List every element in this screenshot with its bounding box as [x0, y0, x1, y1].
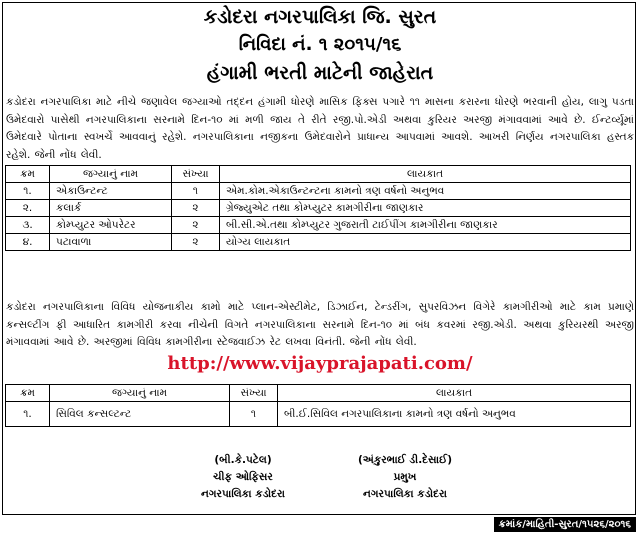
- signatory-name: (અંકુરભાઈ ડી.દેસાઈ): [357, 454, 453, 466]
- signature-chief-officer: [168, 452, 318, 503]
- table-row: [6, 217, 631, 234]
- table-row: [6, 200, 631, 217]
- cell-serial: ૨.: [6, 200, 50, 217]
- cell-count: ૧: [172, 183, 220, 200]
- cell-count: ૨: [172, 234, 220, 251]
- table-row: [6, 183, 631, 200]
- col-header-qualification: લાયકાત: [220, 166, 631, 183]
- cell-serial: ૧.: [6, 402, 50, 427]
- cell-serial: ૩.: [6, 217, 50, 234]
- cell-post: એકાઉન્ટન્ટ: [50, 183, 172, 200]
- cell-qualification: યોગ્ય લાયકાત: [220, 234, 631, 251]
- table-header-row: [6, 166, 631, 183]
- cell-qualification: બી.ઈ.સિવિલ નગરપાલિકાના કામનો ત્રણ વર્ષનો અનુભવ: [278, 402, 631, 427]
- intro-paragraph: કડોદરા નગરપાલિકા માટે નીચે જણાવેલ જગ્યાઓ તદ્દન હંગામી ધોરણે માસિક ફિક્સ પગારે ૧૧ માસના કરારના ધોરણે ભરવાની હોય, લાગુ પડતા ઉમેદવારો પાસેથી નગરપાલિકાના સરનામે દિન-૧૦ માં મળી જાય તે રીતે રજી.પો.એડી અથવા કુરિયર અરજી મંગાવવામાં આવે છે. ઈન્ટર્વ્યૂમાં ઉમેદવારે પોતાના સ્વખર્ચે આવવાનું રહેશે. નગરપાલિકાના નજીકના ઉમેદવારોને પ્રાધાન્ય આપવામાં આવશે. આખરી નિર્ણય નગરપાલિકા હસ્તક રહેશે. જેની નોંધ લેવી.: [6, 96, 634, 161]
- website-url: http://www.vijayprajapati.com/: [167, 353, 473, 374]
- col-header-post: જગ્યાનું નામ: [50, 166, 172, 183]
- col-header-count: સંખ્યા: [230, 385, 278, 402]
- cell-count: ૨: [172, 217, 220, 234]
- col-header-post: જગ્યાનું નામ: [50, 385, 230, 402]
- cell-post: સિવિલ કન્સલ્ટન્ટ: [50, 402, 230, 427]
- cell-post: કલાર્ક: [50, 200, 172, 217]
- consultant-table: [5, 384, 631, 427]
- table-row: [6, 234, 631, 251]
- consultant-paragraph: કડોદરા નગરપાલિકાના વિવિધ યોજનાકીય કામો માટે પ્લાન-એસ્ટીમેટ, ડિઝાઈન, ટેન્ડરીંગ, સુપરવિઝન વિગેરે કામગીરીઓ માટે કામ પ્રમાણે કન્સલ્ટીંગ ફી આધારિત કામગીરી કરવા નીચેની વિગતે નગરપાલિકાના સરનામે દિન-૧૦ માં બંધ કવરમાં રજી.એડી. અથવા કુરિયરથી અરજી મંગાવવામાં આવે છે. અરજીમાં વિવિધ કામગીરીના સ્ટેજવાઈઝ રેટ લખવા વિનંતી. જેની નોંધ લેવી.: [6, 301, 634, 348]
- cell-post: કોમ્પ્યુટર ઓપરેટર: [50, 217, 172, 234]
- positions-table: [5, 165, 631, 251]
- col-header-qualification: લાયકાત: [278, 385, 631, 402]
- cell-count: ૧: [230, 402, 278, 427]
- table-row: [6, 402, 631, 427]
- signatory-role: ચીફ ઓફિસર: [213, 471, 273, 483]
- cell-qualification: ગ્રેજ્યુએટ તથા કોમ્પ્યુટર કામગીરીના જાણકાર: [220, 200, 631, 217]
- notice-title-line3: હંગામી ભરતી માટેની જાહેરાત: [206, 62, 434, 84]
- cell-count: ૨: [172, 200, 220, 217]
- signatory-role: પ્રમુખ: [393, 471, 417, 483]
- notice-title-line2: નિવિદા નં. ૧ ૨૦૧૫/૧૬: [238, 34, 402, 55]
- table-header-row: [6, 385, 631, 402]
- col-header-serial: ક્રમ: [6, 385, 50, 402]
- cell-qualification: એમ.કોમ.એકાઉન્ટન્ટના કામનો ત્રણ વર્ષનો અનુભવ: [220, 183, 631, 200]
- col-header-serial: ક્રમ: [6, 166, 50, 183]
- cell-qualification: બી.સી.એ.તથા કોમ્પ્યુટર ગુજરાતી ટાઈપીંગ કામગીરીના જાણકાર: [220, 217, 631, 234]
- signatory-name: (બી.કે.પટેલ): [214, 454, 272, 466]
- cell-post: પટાવાળા: [50, 234, 172, 251]
- signatory-org: નગરપાલિકા કડોદરા: [363, 488, 447, 500]
- cell-serial: ૧.: [6, 183, 50, 200]
- reference-number-badge: ક્રમાંક/માહિતી-સુરત/૧૫૨૬/૨૦૧૬: [494, 517, 636, 532]
- signature-president: [330, 452, 480, 503]
- signatory-org: નગરપાલિકા કડોદરા: [201, 488, 285, 500]
- cell-serial: ૪.: [6, 234, 50, 251]
- notice-title-line1: કડોદરા નગરપાલિકા જિ. સુરત: [203, 6, 437, 28]
- col-header-count: સંખ્યા: [172, 166, 220, 183]
